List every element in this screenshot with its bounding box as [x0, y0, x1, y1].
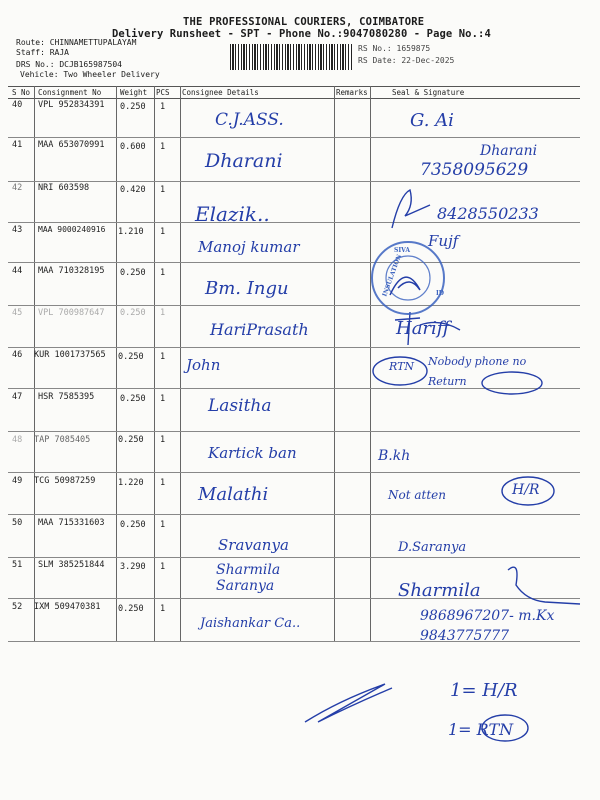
rs-date: RS Date: 22-Dec-2025 — [358, 56, 455, 65]
row-sno: 49 — [12, 476, 23, 486]
row-weight: 0.250 — [118, 435, 144, 445]
row-weight: 0.250 — [120, 520, 146, 530]
row-pcs: 1 — [160, 142, 166, 152]
consignee-handwriting: C.J.ASS. — [215, 110, 284, 130]
rtn-circle — [373, 357, 427, 385]
consignee-handwriting: Bm. Ingu — [205, 278, 289, 299]
row-consignment: SLM 385251844 — [38, 560, 105, 570]
signature-handwriting: Not atten — [388, 488, 446, 502]
row-sno: 43 — [12, 225, 23, 235]
row-pcs: 1 — [160, 185, 166, 195]
row-consignment: NRI 603598 — [38, 183, 90, 193]
signature-handwriting: B.kh — [378, 448, 411, 464]
hr-mark: H/R — [512, 482, 540, 498]
hr-tally: 1= H/R — [450, 680, 518, 701]
hr-circle — [502, 477, 554, 505]
route-label: Route: CHINNAMETTUPALAYAM — [16, 38, 137, 47]
row-sno: 44 — [12, 266, 23, 276]
col-header-sno: S No — [12, 88, 31, 97]
signature-handwriting: Sharmila — [398, 580, 481, 601]
row-consignment: MAA 715331603 — [38, 518, 105, 528]
row-weight: 0.250 — [120, 102, 146, 112]
consignee-handwriting: Sharmila Saranya — [216, 562, 281, 594]
phone-note: 7358095629 — [420, 160, 529, 180]
staff-label: Staff: RAJA — [16, 48, 69, 57]
row-weight: 0.250 — [120, 308, 146, 318]
col-header-consignment: Consignment No — [38, 88, 102, 97]
drs-number: DRS No.: DCJB165987504 — [16, 60, 122, 69]
consignee-handwriting: Kartick ban — [208, 444, 297, 462]
consignee-handwriting: HariPrasath — [210, 320, 309, 339]
rs-number: RS No.: 1659875 — [358, 44, 431, 53]
row-pcs: 1 — [160, 308, 166, 318]
row-consignment: MAA 9000240916 — [38, 225, 106, 234]
col-header-pcs: PCS — [156, 88, 170, 97]
consignee-handwriting: Sravanya — [218, 536, 289, 554]
signature-handwriting: G. Ai — [410, 110, 454, 131]
row-pcs: 1 — [160, 102, 166, 112]
rtn-mark: RTN — [389, 360, 415, 373]
signature-handwriting: D.Saranya — [398, 540, 467, 555]
return-circle — [482, 372, 542, 394]
consignee-handwriting: Dharani — [205, 150, 283, 172]
rtn-tally: 1= RTN — [448, 720, 514, 739]
row-pcs: 1 — [160, 268, 166, 278]
row-consignment: TCG 50987259 — [34, 476, 96, 486]
row-weight: 0.250 — [120, 394, 146, 404]
row-sno: 42 — [12, 183, 23, 193]
signature-stroke — [392, 190, 430, 228]
row-pcs: 1 — [160, 520, 166, 530]
consignee-handwriting: John — [186, 356, 221, 374]
consignee-handwriting: Manoj kumar — [198, 238, 300, 256]
col-header-remarks: Remarks — [336, 88, 368, 97]
row-sno: 52 — [12, 602, 23, 612]
stamp-text: INSULATION — [381, 253, 404, 298]
row-sno: 40 — [12, 100, 23, 110]
row-consignment: MAA 710328195 — [38, 266, 105, 276]
row-sno: 50 — [12, 518, 23, 528]
row-consignment: VPL 952834391 — [38, 100, 105, 110]
col-header-seal: Seal & Signature — [392, 88, 465, 97]
signature-handwriting: Dharani — [480, 143, 538, 159]
stamp-text: SIVA — [394, 247, 410, 254]
row-consignment: MAA 653070991 — [38, 140, 105, 150]
phone-note: 9868967207- m.Kx 9843775777 — [420, 608, 555, 644]
row-pcs: 1 — [160, 227, 166, 237]
row-pcs: 1 — [160, 394, 166, 404]
signature-stroke — [508, 567, 580, 604]
stamp-text: ID — [436, 290, 445, 297]
row-sno: 51 — [12, 560, 23, 570]
row-weight: 0.250 — [118, 352, 144, 362]
row-pcs: 1 — [160, 352, 166, 362]
row-consignment: KUR 1001737565 — [34, 350, 106, 360]
row-weight: 1.220 — [118, 478, 144, 488]
row-pcs: 1 — [160, 604, 166, 614]
row-weight: 1.210 — [118, 227, 144, 237]
row-weight: 0.250 — [120, 268, 146, 278]
row-consignment: VPL 700987647 — [38, 308, 105, 318]
signature-handwriting: Hariff — [396, 318, 450, 339]
col-header-weight: Weight — [120, 88, 148, 97]
signature-handwriting: Fujf — [428, 232, 459, 250]
vehicle-label: Vehicle: Two Wheeler Delivery — [20, 70, 160, 79]
row-weight: 0.600 — [120, 142, 146, 152]
consignee-handwriting: Lasitha — [208, 396, 272, 416]
remark-note: Nobody phone no Return — [428, 355, 527, 388]
row-consignment: TAP 7085405 — [34, 435, 91, 445]
consignee-handwriting: Malathi — [198, 484, 269, 505]
row-consignment: IXM 509470381 — [34, 602, 101, 612]
signature-stroke — [395, 312, 460, 345]
row-pcs: 1 — [160, 435, 166, 445]
row-sno: 47 — [12, 392, 23, 402]
col-header-consignee: Consignee Details — [182, 88, 259, 97]
row-weight: 3.290 — [120, 562, 146, 572]
row-pcs: 1 — [160, 562, 166, 572]
row-sno: 46 — [12, 350, 23, 360]
row-sno: 48 — [12, 435, 23, 445]
tick-mark — [305, 684, 392, 722]
row-sno: 45 — [12, 308, 23, 318]
row-weight: 0.250 — [118, 604, 144, 614]
row-sno: 41 — [12, 140, 23, 150]
row-weight: 0.420 — [120, 185, 146, 195]
runsheet-subtitle: Delivery Runsheet - SPT - Phone No.:9047080280 - Page No.:4 — [112, 28, 491, 40]
row-pcs: 1 — [160, 478, 166, 488]
phone-note: 8428550233 — [437, 204, 539, 223]
consignee-handwriting: Elazik.. — [195, 202, 270, 226]
row-consignment: HSR 7585395 — [38, 392, 95, 402]
page-title: THE PROFESSIONAL COURIERS, COIMBATORE — [183, 16, 425, 28]
consignee-handwriting: Jaishankar Ca.. — [200, 616, 301, 631]
